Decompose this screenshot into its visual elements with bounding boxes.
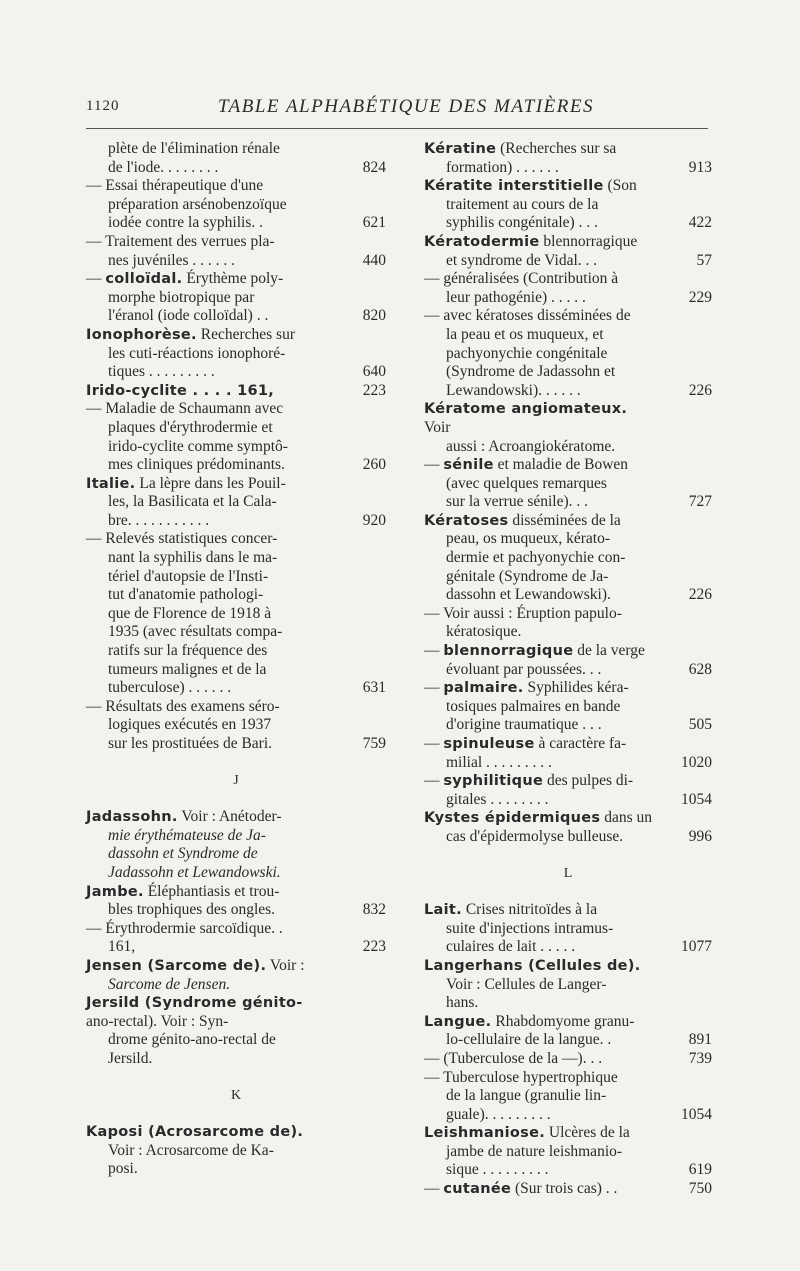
page-reference: 750 (688, 1180, 712, 1198)
page-reference: 223 (362, 381, 386, 399)
index-entry (86, 233, 386, 270)
entry-text: culaires de lait . . . . . (446, 938, 576, 956)
entry-text: mes cliniques prédominants. (108, 456, 285, 474)
page-reference: 631 (362, 679, 386, 697)
entry-text: guale). . . . . . . . . (446, 1105, 551, 1123)
page-reference: 820 (362, 307, 386, 325)
entry-text: hans. (446, 994, 479, 1012)
index-entry (424, 1050, 712, 1069)
entry-text: cas d'épidermolyse bulleuse. (446, 827, 624, 845)
entry-text: nes juvéniles . . . . . . (108, 251, 235, 269)
entry-heading: Kératome angiomateux. (424, 401, 628, 418)
page-reference: 832 (362, 901, 386, 919)
page-number: 1120 (86, 98, 120, 114)
entry-text: Recherches sur (200, 325, 295, 343)
entry-text: mie érythémateuse de Ja- (108, 826, 266, 844)
index-entry (424, 957, 712, 1013)
page-reference: 505 (688, 716, 712, 734)
entry-text: ano-rectal). Voir : Syn- (86, 1012, 229, 1030)
entry-text: tiques . . . . . . . . . (108, 363, 215, 381)
index-entry (424, 233, 712, 270)
entry-text: préparation arsénobenzoïque (108, 195, 287, 213)
entry-text: — Érythrodermie sarcoïdique. . (86, 919, 283, 937)
index-entry (424, 901, 712, 957)
entry-text: — Voir aussi : Éruption papulo- (424, 604, 622, 622)
entry-text: Jadassohn et Lewandowski. (108, 863, 281, 881)
entry-heading: Jensen (Sarcome de). (86, 957, 267, 974)
entry-text: Voir : Cellules de Langer- (446, 975, 607, 993)
index-entry (86, 140, 386, 177)
entry-text: les, la Basilicata et la Cala- (108, 493, 277, 511)
entry-text: la peau et os muqueux, et (446, 325, 604, 343)
page-reference: 57 (696, 251, 712, 269)
entry-text: génitale (Syndrome de Ja- (446, 567, 609, 585)
entry-heading: cutanée (443, 1181, 512, 1198)
entry-text: leur pathogénie) . . . . . (446, 288, 586, 306)
index-entry (424, 1180, 712, 1199)
page-reference: 640 (362, 363, 386, 381)
entry-text: sur les prostituées de Bari. (108, 735, 273, 752)
header-rule (86, 128, 708, 129)
entry-text: drome génito-ano-rectal de (108, 1031, 276, 1049)
entry-text: et maladie de Bowen (497, 456, 629, 474)
entry-text: suite d'injections intramus- (446, 919, 614, 937)
index-entry (424, 512, 712, 605)
entry-text: (avec quelques remarques (446, 474, 607, 492)
index-entry (86, 326, 386, 382)
index-entry (424, 605, 712, 642)
entry-text: traitement au cours de la (446, 195, 599, 213)
section-letter: L (563, 865, 573, 881)
page-reference: 739 (688, 1049, 712, 1067)
entry-text: l'éranol (iode colloïdal) . . (108, 307, 269, 325)
entry-text: irido-cyclite comme symptô- (108, 437, 288, 455)
index-entry (86, 177, 386, 233)
entry-heading: sénile (443, 457, 494, 474)
entry-heading: Lait. (424, 902, 462, 919)
page-reference: 440 (362, 251, 386, 269)
section-letter: J (233, 772, 239, 788)
entry-dash: — (424, 735, 444, 752)
entry-dash: — (424, 1180, 444, 1198)
index-entry (424, 400, 712, 456)
page-reference: 913 (688, 158, 712, 176)
entry-heading: Irido-cyclite . . . . 161, (86, 382, 275, 399)
entry-heading: colloïdal. (105, 271, 183, 288)
page-reference: 1054 (681, 1105, 712, 1123)
index-entry (86, 400, 386, 474)
page-reference: 223 (362, 938, 386, 956)
entry-heading: Kératoses (424, 512, 509, 529)
entry-text: peau, os muqueux, kérato- (446, 530, 610, 548)
entry-text: Jersild. (108, 1049, 153, 1067)
page-reference: 1077 (681, 938, 712, 956)
entry-heading: Kystes épidermiques (424, 810, 601, 827)
entry-text: d'origine traumatique . . . (446, 716, 602, 734)
page-reference: 229 (688, 288, 712, 306)
section-letter: K (230, 1087, 242, 1103)
entry-text: (Son (607, 177, 637, 195)
entry-dash: — (424, 679, 444, 697)
entry-heading: Kaposi (Acrosarcome de). (86, 1124, 304, 1141)
page-reference: 759 (362, 735, 386, 752)
entry-text: des pulpes di- (546, 772, 634, 790)
entry-text: logiques exécutés en 1937 (108, 716, 272, 734)
entry-text: Voir : (269, 956, 305, 974)
entry-heading: Langue. (424, 1013, 492, 1030)
entry-text: syphilis congénitale) . . . (446, 214, 598, 232)
entry-text: sur la verrue sénile). . . (446, 493, 589, 511)
index-entry (86, 920, 386, 957)
page-reference: 628 (688, 660, 712, 678)
entry-text: formation) . . . . . . (446, 158, 559, 176)
page-reference: 1020 (681, 753, 712, 771)
index-entry (424, 1124, 712, 1180)
running-title: TABLE ALPHABÉTIQUE DES MATIÈRES (218, 96, 594, 117)
entry-text: — (Tuberculose de la —). . . (424, 1049, 603, 1067)
entry-text: que de Florence de 1918 à (108, 604, 272, 622)
right-column (424, 140, 712, 1199)
entry-text: — Maladie de Schaumann avec (86, 400, 284, 418)
entry-heading: blennorragique (443, 643, 574, 660)
page-reference: 996 (688, 827, 712, 845)
entry-text: à caractère fa- (538, 735, 627, 752)
entry-dash: — (86, 270, 106, 288)
entry-text: (Syndrome de Jadassohn et (446, 363, 616, 381)
index-entry (86, 994, 386, 1068)
entry-heading: Jambe. (86, 883, 144, 900)
index-entry (424, 307, 712, 400)
page-reference: 920 (362, 511, 386, 529)
index-entry (424, 642, 712, 679)
entry-text: — avec kératoses disséminées de (424, 307, 631, 325)
entry-text: tut d'anatomie pathologi- (108, 586, 264, 604)
index-entry (86, 808, 386, 882)
entry-text: (Sur trois cas) . . (514, 1180, 618, 1198)
entry-text: Syphilides kéra- (527, 679, 629, 697)
page-header (86, 96, 708, 120)
entry-text: — Relevés statistiques concer- (86, 530, 278, 548)
left-column (86, 140, 386, 1179)
page-reference: 226 (688, 381, 712, 399)
entry-text: de la langue (granulie lin- (446, 1087, 607, 1105)
entry-heading: Kératodermie (424, 233, 540, 250)
entry-text: 1935 (avec résultats compa- (108, 623, 283, 641)
entry-text: dassohn et Syndrome de (108, 845, 258, 863)
entry-text: et syndrome de Vidal. . . (446, 251, 598, 269)
entry-text: 161, (108, 938, 136, 956)
entry-text: Rhabdomyome granu- (495, 1012, 635, 1030)
index-entry (86, 382, 386, 401)
entry-text: dassohn et Lewandowski). (446, 586, 611, 604)
index-entry (86, 957, 386, 994)
entry-text: tuberculose) . . . . . . (108, 679, 232, 697)
entry-text: ratifs sur la fréquence des (108, 642, 268, 660)
entry-heading: syphilitique (443, 773, 544, 790)
entry-text: — Essai thérapeutique d'une (86, 177, 264, 195)
index-entry (86, 475, 386, 531)
page-reference: 619 (688, 1161, 712, 1179)
entry-heading: Ionophorèse. (86, 326, 197, 343)
entry-text: — généralisées (Contribution à (424, 270, 619, 288)
entry-text: de la verge (577, 642, 645, 660)
entry-text: (Recherches sur sa (500, 140, 617, 157)
page-reference: 621 (362, 214, 386, 232)
index-entry (86, 1123, 386, 1179)
entry-text: bles trophiques des ongles. (108, 901, 276, 919)
entry-text: Lewandowski). . . . . . (446, 381, 581, 399)
entry-text: jambe de nature leishmanio- (446, 1142, 623, 1160)
entry-text: disséminées de la (512, 511, 621, 529)
entry-heading: palmaire. (443, 680, 524, 697)
entry-text: morphe biotropique par (108, 288, 255, 306)
entry-text: milial . . . . . . . . . (446, 753, 552, 771)
entry-text: les cuti-réactions ionophoré- (108, 344, 286, 362)
entry-text: lo-cellulaire de la langue. . (446, 1031, 612, 1049)
entry-heading: Italie. (86, 475, 136, 492)
entry-heading: Leishmaniose. (424, 1125, 546, 1142)
entry-heading: Jersild (Syndrome génito- (86, 995, 303, 1012)
entry-text: Éléphantiasis et trou- (147, 882, 280, 900)
page-reference: 260 (362, 456, 386, 474)
entry-text: aussi : Acroangiokératome. (446, 437, 616, 455)
page-reference: 727 (688, 493, 712, 511)
entry-text: — Tuberculose hypertrophique (424, 1068, 618, 1086)
entry-text: blennorragique (543, 232, 638, 250)
index-entry (86, 698, 386, 754)
entry-heading: spinuleuse (443, 736, 535, 752)
entry-text: dermie et pachyonychie con- (446, 549, 626, 567)
page-reference: 824 (362, 158, 386, 176)
index-entry (424, 809, 712, 846)
entry-heading: Jadassohn. (86, 809, 178, 826)
entry-text: Érythème poly- (186, 270, 284, 288)
entry-text: — Traitement des verrues pla- (86, 232, 275, 250)
index-entry (424, 177, 712, 233)
index-entry (86, 883, 386, 920)
entry-text: sique . . . . . . . . . (446, 1161, 549, 1179)
entry-text: Sarcome de Jensen. (108, 975, 231, 993)
entry-text: kératosique. (446, 623, 522, 641)
entry-dash: — (424, 456, 444, 474)
entry-text: Crises nitritoïdes à la (465, 901, 598, 919)
index-entry (86, 270, 386, 326)
index-entry (424, 1013, 712, 1050)
entry-text: iodée contre la syphilis. . (108, 214, 263, 232)
entry-heading: Langerhans (Cellules de). (424, 957, 641, 974)
entry-text: La lèpre dans les Pouil- (139, 474, 286, 492)
entry-text: plaques d'érythrodermie et (108, 418, 273, 436)
entry-text: tériel d'autopsie de l'Insti- (108, 567, 269, 585)
entry-dash: — (424, 772, 444, 790)
entry-dash: — (424, 642, 444, 660)
page-reference: 1054 (681, 790, 712, 808)
index-entry (424, 456, 712, 512)
index-entry (424, 270, 712, 307)
entry-text: posi. (108, 1160, 138, 1178)
page-reference: 891 (688, 1031, 712, 1049)
entry-text: Ulcères de la (548, 1124, 630, 1142)
entry-text: gitales . . . . . . . . (446, 790, 549, 808)
entry-text: évoluant par poussées. . . (446, 660, 602, 678)
entry-text: tosiques palmaires en bande (446, 697, 621, 715)
index-entry (424, 679, 712, 735)
page-reference: 422 (688, 214, 712, 232)
index-entry (424, 1069, 712, 1125)
entry-text: tumeurs malignes et de la (108, 660, 267, 678)
entry-text: Voir : Anétoder- (181, 808, 282, 826)
index-entry (86, 530, 386, 697)
index-entry (424, 140, 712, 177)
entry-heading: Kératite interstitielle (424, 178, 604, 195)
entry-text: Voir (424, 418, 451, 436)
entry-text: Voir : Acrosarcome de Ka- (108, 1141, 274, 1159)
entry-heading: Kératine (424, 141, 497, 157)
index-entry (424, 772, 712, 809)
page-reference: 226 (688, 586, 712, 604)
entry-text: dans un (604, 809, 653, 827)
entry-text: bre. . . . . . . . . . . (108, 511, 210, 529)
entry-text: pachyonychie congénitale (446, 344, 608, 362)
entry-text: nant la syphilis dans le ma- (108, 549, 278, 567)
entry-text: de l'iode. . . . . . . . (108, 158, 219, 176)
index-entry (424, 735, 712, 772)
entry-text: — Résultats des examens séro- (86, 697, 280, 715)
entry-text: plète de l'élimination rénale (108, 140, 280, 157)
